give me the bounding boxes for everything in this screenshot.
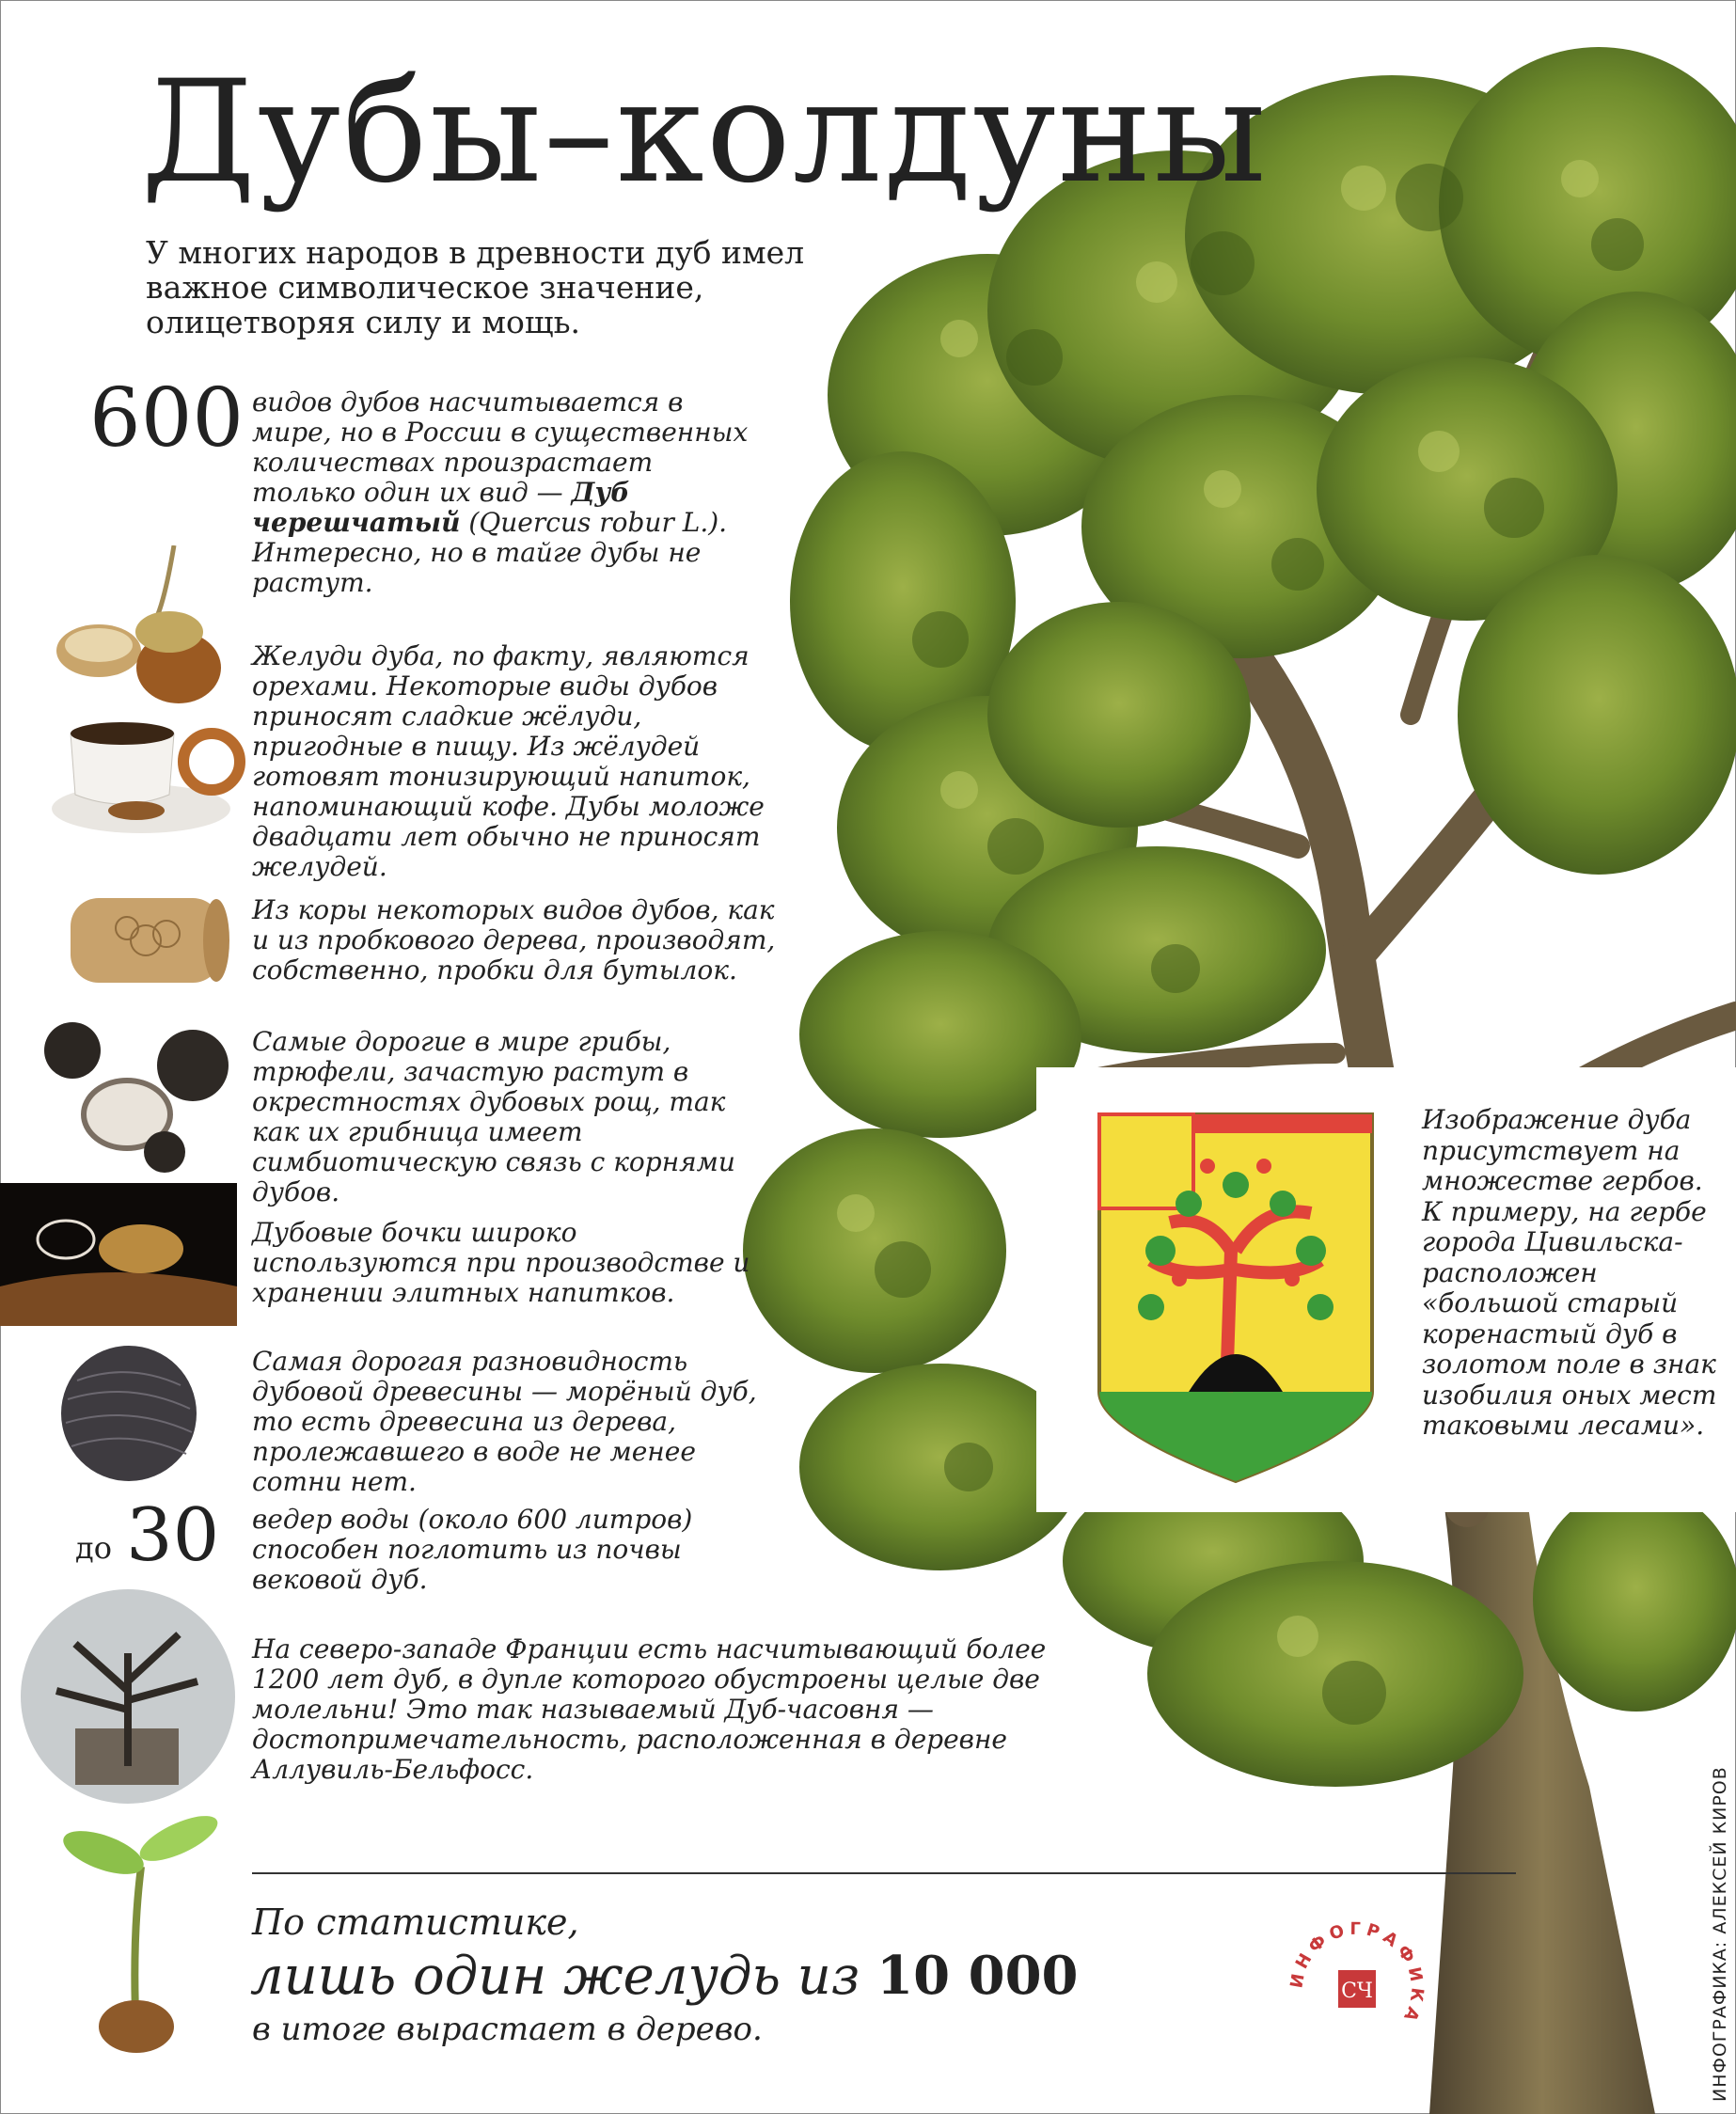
fact-truffles: Самые дорогие в мире грибы, трюфели, зачастую растут в окрестностях дубовых рощ, так как их грибница имеет симбиотическую связь с корнями дубов.	[252, 1026, 735, 1207]
fact-species-text-a: видов дубов насчитывается в мире, но в России в существенных количествах произрастает только один их вид —	[252, 387, 749, 508]
truffles-icon	[33, 1011, 235, 1175]
statistic-number: 10 000	[876, 1945, 1079, 2007]
statistic-line-3: в итоге вырастает в дерево.	[252, 2011, 763, 2048]
coffee-cup-icon	[47, 715, 249, 837]
fact-water: ведер воды (около 600 литров) способен поглотить из почвы вековой дуб.	[252, 1504, 693, 1595]
fact-acorns: Желуди дуба, по факту, являются орехами. Некоторые виды дубов приносят сладкие жёлуди, пригодные в пищу. Из жёлудей готовят тонизирующий напиток, напоминающий кофе. Дубы моложе двадцати лет обычно не приносят желудей.	[252, 640, 765, 882]
statistic-line-1: По статистике,	[252, 1901, 579, 1943]
water-prefix: до	[75, 1530, 112, 1566]
fact-species-bold: Дуб черешчатый	[252, 477, 630, 538]
intro-text: У многих народов в древности дуб имел важное символическое значение, олицетворяя силу и мощь.	[146, 234, 805, 340]
species-count: 600	[89, 371, 245, 465]
emblem-description: Изображение дуба присутствует на множестве гербов. К примеру, на гербе города Цивильска расположен «большой старый коренастый дуб в золотом поле в знак изобилия оных мест таковыми лесами».	[1422, 1104, 1717, 1441]
fact-species	[252, 387, 760, 598]
logo-ring-text: ИНФОГРАФИКА	[1286, 1918, 1428, 2028]
divider-line	[252, 1872, 1516, 1874]
cork-icon	[61, 889, 235, 992]
acorn-icon	[52, 545, 230, 705]
infographic-logo	[1286, 1918, 1428, 2059]
tsivilsk-coat-of-arms	[1095, 1110, 1377, 1486]
bog-oak-wood-icon	[58, 1343, 199, 1484]
fact-bog-oak: Самая дорогая разновидность дубовой древесины — морёный дуб, то есть древесина из дерева, пролежавшего в воде не менее сотни нет.	[252, 1346, 757, 1497]
water-count: 30	[126, 1493, 220, 1578]
statistic-line-2	[250, 1945, 1079, 2007]
seedling-icon	[47, 1810, 226, 2055]
fact-barrels: Дубовые бочки широко используются при производстве и хранении элитных напитков.	[252, 1217, 750, 1308]
fact-chapel-oak: На северо-западе Франции есть насчитывающий более 1200 лет дуб, в дупле которого обустроены целые две молельни! Это так называемый Дуб-часовня — достопримечательность, расположенная в деревне Аллувиль-Бельфосс.	[252, 1633, 1047, 1785]
fact-cork: Из коры некоторых видов дубов, как и из пробкового дерева, производят, собственно, пробки для бутылок.	[252, 894, 776, 986]
fact-species-text-b: (Quercus robur L.). Интересно, но в тайге дубы не растут.	[252, 507, 728, 598]
statistic-line-2-text: лишь один желудь из	[250, 1946, 860, 2007]
page-title: Дубы–колдуны	[141, 51, 1269, 214]
brandy-barrel-icon	[0, 1183, 237, 1326]
chapel-oak-photo-icon	[19, 1587, 237, 1806]
author-credit: ИНФОГРАФИКА: АЛЕКСЕЙ КИРОВ	[1710, 1766, 1730, 2102]
logo-mark: СЧ	[1341, 1980, 1373, 2003]
